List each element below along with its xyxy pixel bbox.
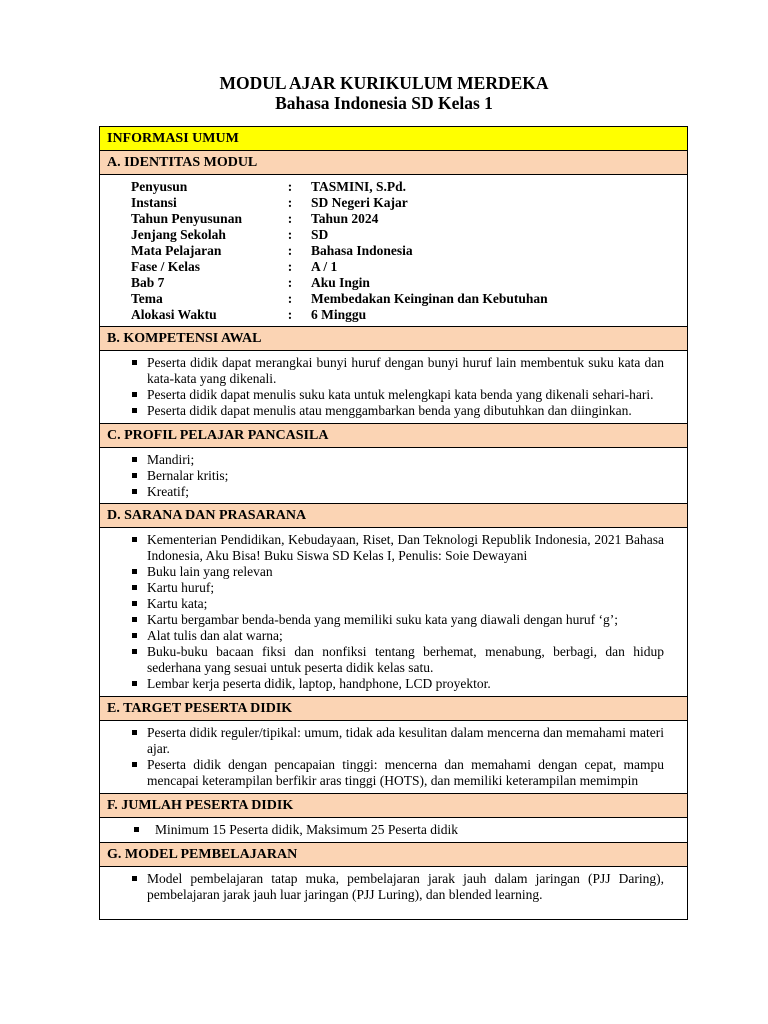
identity-value: TASMINI, S.Pd.: [311, 179, 407, 194]
document-title: [0, 73, 768, 113]
identity-colon: :: [287, 227, 293, 242]
list-item: Alat tulis dan alat warna;: [100, 628, 687, 644]
sarana-prasarana-body: [100, 528, 687, 697]
identity-colon: :: [287, 243, 293, 258]
identity-colon: :: [287, 179, 293, 194]
identity-value: SD: [311, 227, 329, 242]
list-item: Kartu kata;: [100, 596, 687, 612]
section-f-heading: F. JUMLAH PESERTA DIDIK: [100, 794, 687, 818]
model-pembelajaran-body: [100, 867, 687, 919]
list-item: Kementerian Pendidikan, Kebudayaan, Riset, Dan Teknologi Republik Indonesia, 2021 Bahasa Indonesia, Aku Bisa! Buku Siswa SD Kelas I, Penulis: Soie Dewayani: [100, 532, 687, 564]
model-pembelajaran-list: [100, 871, 687, 903]
identity-value: A / 1: [311, 259, 338, 274]
identity-colon: :: [287, 275, 293, 290]
identity-colon: :: [287, 211, 293, 226]
identity-row: [100, 195, 687, 211]
title-line-2: Bahasa Indonesia SD Kelas 1: [275, 93, 493, 113]
identity-label: Tema: [131, 291, 163, 306]
identity-label: Mata Pelajaran: [131, 243, 222, 258]
list-item: Kartu huruf;: [100, 580, 687, 596]
section-g-heading: G. MODEL PEMBELAJARAN: [100, 843, 687, 867]
section-b-heading: B. KOMPETENSI AWAL: [100, 327, 687, 351]
list-item: Kartu bergambar benda-benda yang memiliki suku kata yang diawali dengan huruf ‘g’;: [100, 612, 687, 628]
identity-colon: :: [287, 307, 293, 322]
identity-value: SD Negeri Kajar: [311, 195, 408, 210]
identity-colon: :: [287, 291, 293, 306]
informasi-umum-header: INFORMASI UMUM: [100, 127, 687, 151]
list-item: Lembar kerja peserta didik, laptop, handphone, LCD proyektor.: [100, 676, 687, 692]
identity-value: 6 Minggu: [311, 307, 367, 322]
identity-label: Jenjang Sekolah: [131, 227, 226, 242]
title-line-1: MODUL AJAR KURIKULUM MERDEKA: [219, 73, 549, 93]
identity-value: Membedakan Keinginan dan Kebutuhan: [311, 291, 548, 306]
identity-row: [100, 227, 687, 243]
identity-label: Bab 7: [131, 275, 165, 290]
list-item: Model pembelajaran tatap muka, pembelajaran jarak jauh dalam jaringan (PJJ Daring), pembelajaran jarak jauh luar jaringan (PJJ Luring), dan blended learning.: [100, 871, 687, 903]
sarana-prasarana-list: [100, 532, 687, 692]
identity-label: Fase / Kelas: [131, 259, 200, 274]
identity-label: Instansi: [131, 195, 177, 210]
jumlah-peserta-body: [100, 818, 687, 843]
identity-row: [100, 179, 687, 195]
list-item: Buku lain yang relevan: [100, 564, 687, 580]
identity-value: Tahun 2024: [311, 211, 379, 226]
target-peserta-list: [100, 725, 687, 789]
list-item: Peserta didik dengan pencapaian tinggi: mencerna dan memahami dengan cepat, mampu mencapai keterampilan berfikir aras tinggi (HOTS), dan memiliki keterampilan memimpin: [100, 757, 687, 789]
list-item: Minimum 15 Peserta didik, Maksimum 25 Peserta didik: [100, 822, 687, 838]
identity-colon: :: [287, 195, 293, 210]
section-d-heading: D. SARANA DAN PRASARANA: [100, 504, 687, 528]
identity-row: [100, 275, 687, 291]
identitas-modul-body: [100, 175, 687, 327]
module-table: [99, 126, 688, 920]
profil-pelajar-list: [100, 452, 687, 500]
identity-row: [100, 211, 687, 227]
identity-colon: :: [287, 259, 293, 274]
identity-label: Alokasi Waktu: [131, 307, 217, 322]
list-item: Buku-buku bacaan fiksi dan nonfiksi tentang berhemat, menabung, berbagi, dan hidup sederhana yang sesuai untuk peserta didik kelas satu.: [100, 644, 687, 676]
jumlah-peserta-list: [100, 822, 687, 838]
section-e-heading: E. TARGET PESERTA DIDIK: [100, 697, 687, 721]
identity-row: [100, 243, 687, 259]
section-c-heading: C. PROFIL PELAJAR PANCASILA: [100, 424, 687, 448]
list-item: Kreatif;: [100, 484, 687, 500]
section-a-heading: A. IDENTITAS MODUL: [100, 151, 687, 175]
identity-label: Tahun Penyusunan: [131, 211, 242, 226]
list-item: Peserta didik dapat menulis atau menggambarkan benda yang dibutuhkan dan diinginkan.: [100, 403, 687, 419]
identity-row: [100, 259, 687, 275]
profil-pelajar-body: [100, 448, 687, 504]
target-peserta-body: [100, 721, 687, 794]
list-item: Peserta didik dapat menulis suku kata untuk melengkapi kata benda yang dikenali sehari-hari.: [100, 387, 687, 403]
list-item: Bernalar kritis;: [100, 468, 687, 484]
kompetensi-awal-body: [100, 351, 687, 424]
kompetensi-awal-list: [100, 355, 687, 419]
list-item: Peserta didik dapat merangkai bunyi huruf dengan bunyi huruf lain membentuk suku kata dan kata-kata yang dikenali.: [100, 355, 687, 387]
identity-row: [100, 291, 687, 307]
identity-row: [100, 307, 687, 323]
identity-label: Penyusun: [131, 179, 188, 194]
list-item: Mandiri;: [100, 452, 687, 468]
identity-value: Aku Ingin: [311, 275, 370, 290]
list-item: Peserta didik reguler/tipikal: umum, tidak ada kesulitan dalam mencerna dan memahami materi ajar.: [100, 725, 687, 757]
identity-value: Bahasa Indonesia: [311, 243, 413, 258]
